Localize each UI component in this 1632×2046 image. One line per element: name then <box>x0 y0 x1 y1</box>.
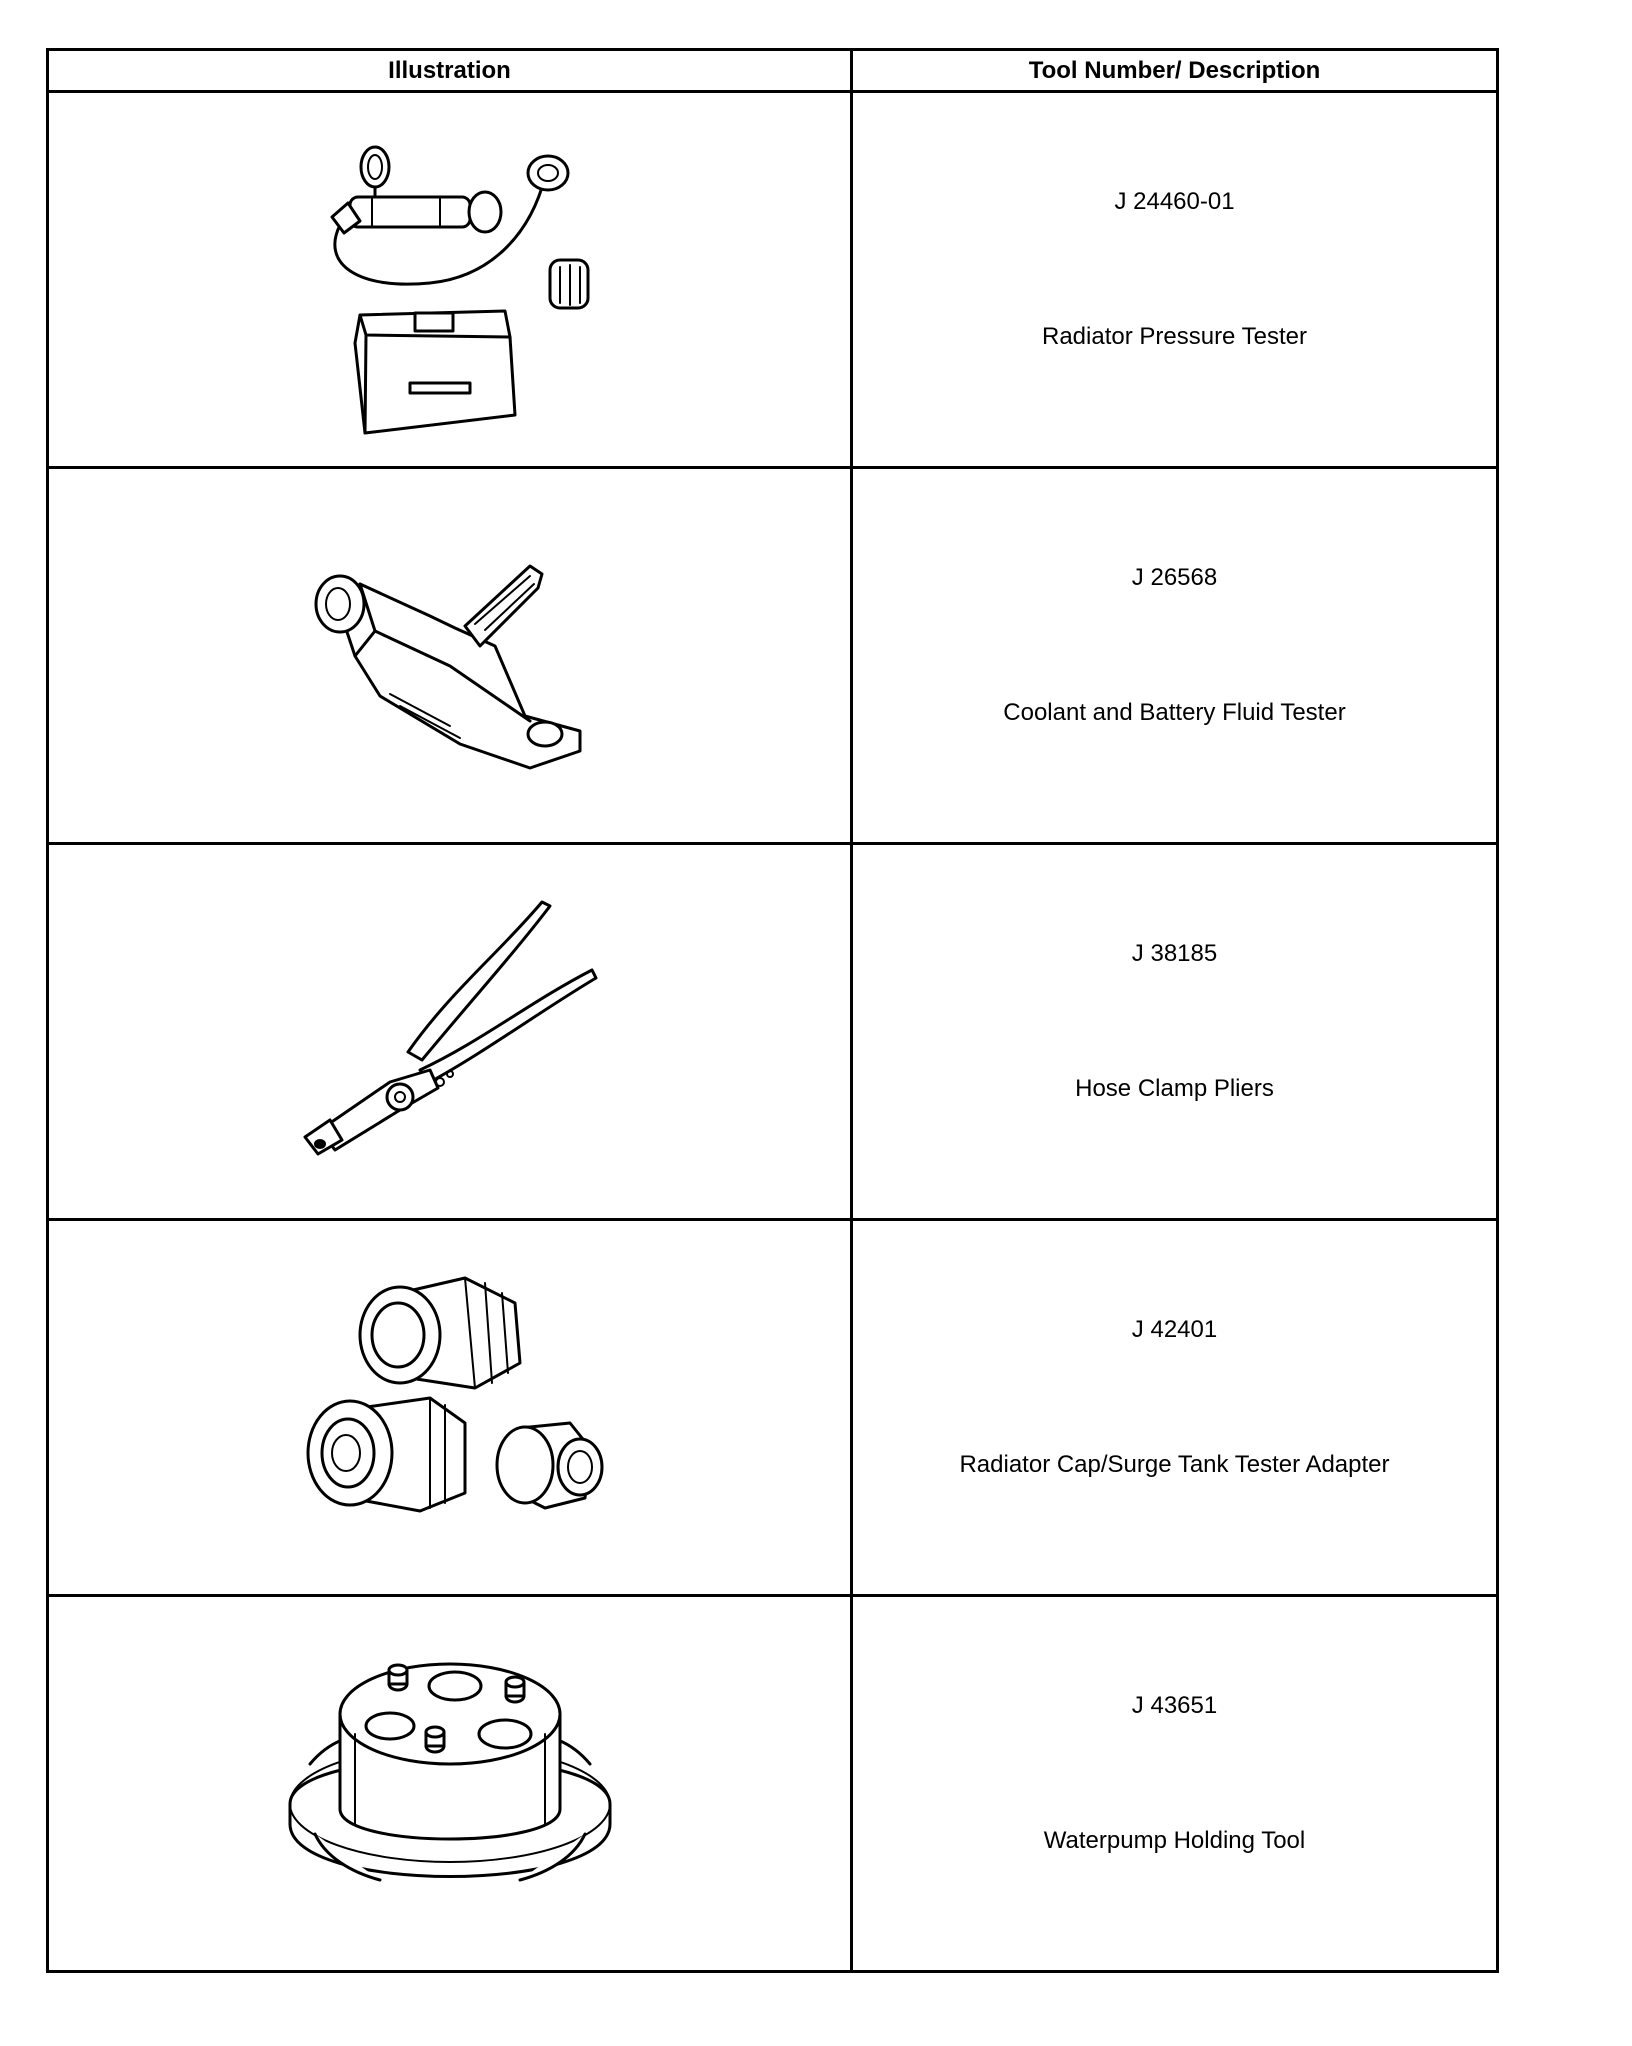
table-row <box>48 1596 1498 1972</box>
tool-number: J 38185 <box>1131 940 1218 967</box>
header-row <box>48 50 1498 92</box>
tool-description: Radiator Pressure Tester <box>1041 323 1307 350</box>
tool-cell <box>852 468 1498 844</box>
tool-number: J 26568 <box>1131 564 1218 591</box>
table-row <box>48 468 1498 844</box>
tools-table <box>46 48 1499 1973</box>
table-row <box>48 844 1498 1220</box>
radiator-cap-adapter-illustration <box>280 1253 620 1563</box>
tool-cell <box>852 1596 1498 1972</box>
tool-cell <box>852 844 1498 1220</box>
table-row <box>48 1220 1498 1596</box>
tool-cell <box>852 92 1498 468</box>
coolant-battery-fluid-tester-illustration <box>280 506 620 806</box>
illustration-cell <box>48 1220 852 1596</box>
header-illustration: Illustration <box>48 50 852 92</box>
table-row <box>48 92 1498 468</box>
waterpump-holding-tool-illustration <box>280 1634 620 1934</box>
illustration-cell <box>48 92 852 468</box>
tool-number: J 24460-01 <box>1114 188 1235 215</box>
tool-number: J 43651 <box>1131 1692 1218 1719</box>
illustration-cell <box>48 468 852 844</box>
tool-description: Radiator Cap/Surge Tank Tester Adapter <box>959 1451 1390 1478</box>
illustration-cell <box>48 844 852 1220</box>
tool-description: Hose Clamp Pliers <box>1075 1075 1274 1102</box>
illustration-cell <box>48 1596 852 1972</box>
tool-description: Coolant and Battery Fluid Tester <box>1003 699 1346 726</box>
header-tool-number-description: Tool Number/ Description <box>852 50 1498 92</box>
tool-cell <box>852 1220 1498 1596</box>
radiator-pressure-tester-illustration <box>280 115 620 445</box>
hose-clamp-pliers-illustration <box>280 892 620 1172</box>
tool-description: Waterpump Holding Tool <box>1043 1827 1306 1854</box>
tool-number: J 42401 <box>1131 1316 1218 1343</box>
